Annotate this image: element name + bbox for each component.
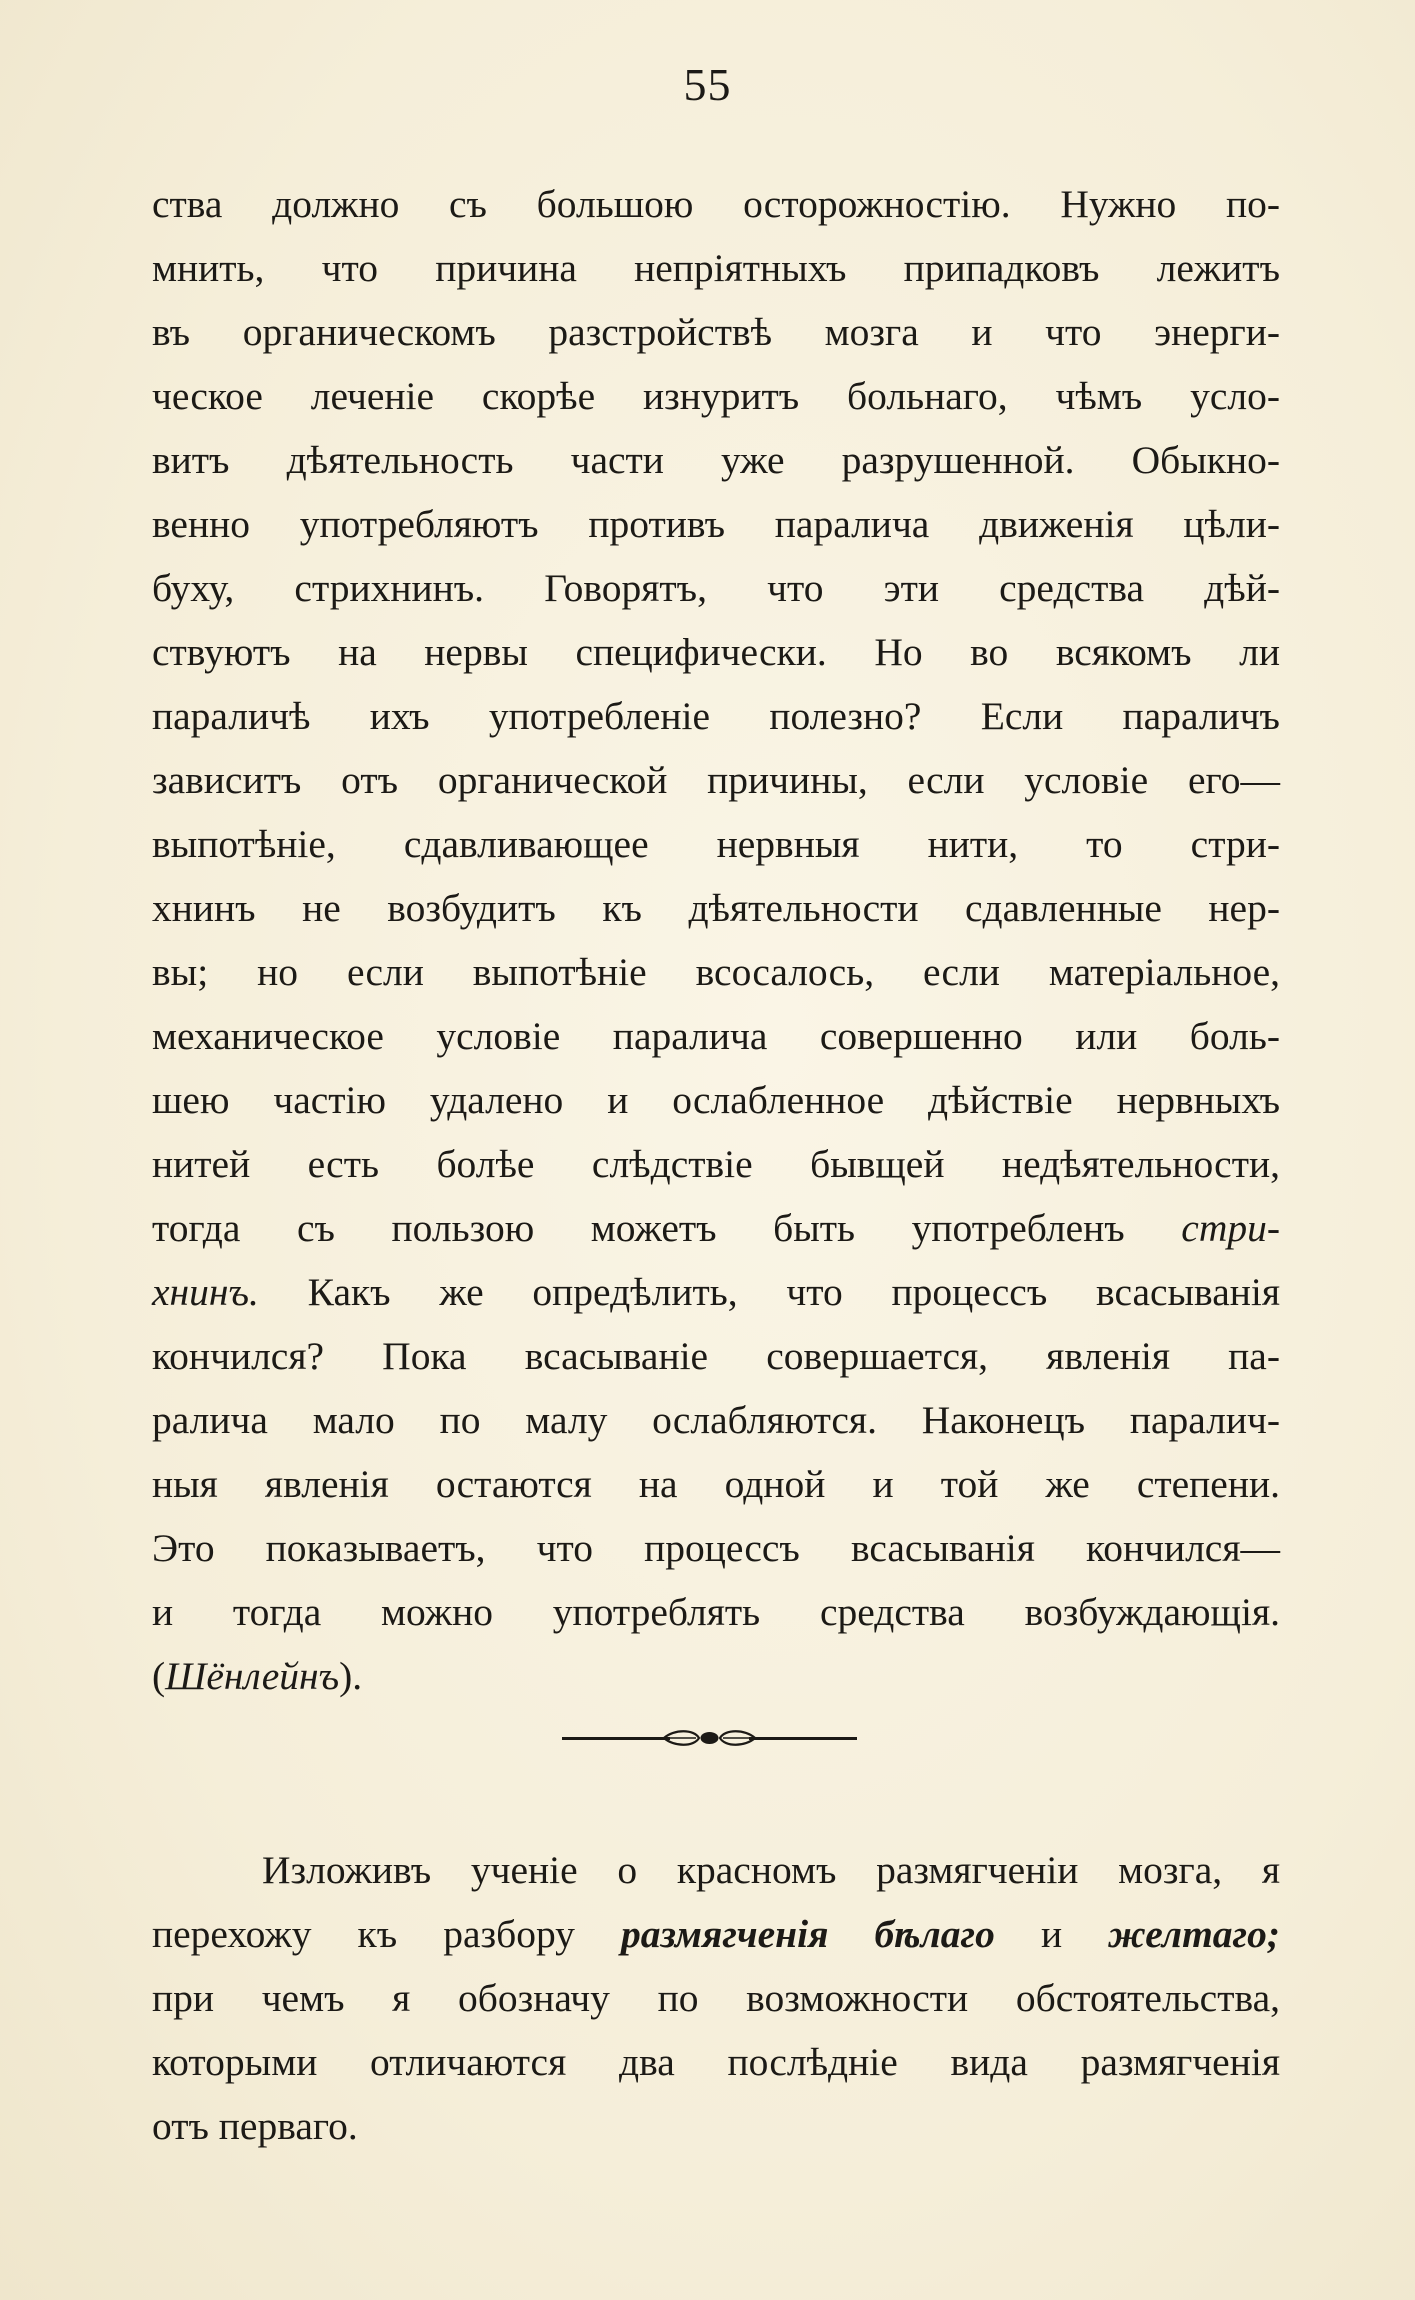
text-line: отъ перваго. <box>152 2104 358 2148</box>
paragraph-2 <box>152 1838 1280 2158</box>
text-line: въ органическомъ разстройствѣ мозга и что энерги- <box>152 310 1280 354</box>
italic-term: хнинъ. <box>152 1270 259 1314</box>
text-line: выпотѣніе, сдавливающее нервныя нити, то стри- <box>152 822 1280 866</box>
text-line: параличѣ ихъ употребленіе полезно? Если параличъ <box>152 694 1280 738</box>
text-line: кончился? Пока всасываніе совершается, явленія па- <box>152 1334 1280 1378</box>
paragraph-1 <box>152 172 1280 1708</box>
text-line: ствуютъ на нервы специфически. Но во всякомъ ли <box>152 630 1280 674</box>
text-line: ческое леченіе скорѣе изнуритъ больнаго, чѣмъ усло- <box>152 374 1280 418</box>
italic-term: размягченія бѣлаго <box>620 1912 995 1956</box>
text-line: буху, стрихнинъ. Говорятъ, что эти средства дѣй- <box>152 566 1280 610</box>
text-line: венно употребляютъ противъ паралича движенія цѣли- <box>152 502 1280 546</box>
text-line: Изложивъ ученіе о красномъ размягченіи мозга, я <box>262 1848 1280 1892</box>
text-line: и тогда можно употреблять средства возбуждающія. <box>152 1590 1280 1634</box>
text-segment: Какъ же опредѣлить, что процессъ всасыванія <box>307 1270 1281 1314</box>
text-line: ралича мало по малу ослабляются. Наконецъ паралич- <box>152 1398 1280 1442</box>
italic-term: стри- <box>1181 1206 1281 1250</box>
text-line <box>152 1196 1280 1260</box>
text-segment: ). <box>339 1654 363 1698</box>
section-divider-ornament <box>562 1727 857 1749</box>
text-line: Это показываетъ, что процессъ всасыванія кончился— <box>152 1526 1280 1570</box>
text-line <box>152 1902 1280 1966</box>
text-line <box>152 1644 1280 1708</box>
text-line: ныя явленія остаются на одной и той же степени. <box>152 1462 1280 1506</box>
text-line: мнить, что причина непріятныхъ припадковъ лежитъ <box>152 246 1280 290</box>
text-segment: ( <box>152 1654 166 1698</box>
text-line: шею частію удалено и ослабленное дѣйствіе нервныхъ <box>152 1078 1280 1122</box>
text-line: при чемъ я обозначу по возможности обстоятельства, <box>152 1976 1280 2020</box>
text-segment: тогда съ пользою можетъ быть употребленъ <box>152 1206 1125 1250</box>
text-line: зависитъ отъ органической причины, если условіе его— <box>152 758 1280 802</box>
text-segment: и <box>1040 1912 1063 1956</box>
italic-term: желтаго; <box>1108 1912 1281 1956</box>
text-line: механическое условіе паралича совершенно или боль- <box>152 1014 1280 1058</box>
author-citation: Шёнлейнъ <box>165 1654 340 1698</box>
text-line: вы; но если выпотѣніе всосалось, если матеріальное, <box>152 950 1280 994</box>
text-line <box>152 1260 1280 1324</box>
text-line: ства должно съ большою осторожностію. Нужно по- <box>152 182 1280 226</box>
text-segment: перехожу къ разбору <box>152 1912 575 1956</box>
text-line: нитей есть болѣе слѣдствіе бывщей недѣятельности, <box>152 1142 1280 1186</box>
text-line: витъ дѣятельность части уже разрушенной. Обыкно- <box>152 438 1280 482</box>
text-line: которыми отличаются два послѣдніе вида размягченія <box>152 2040 1280 2084</box>
text-line: хнинъ не возбудитъ къ дѣятельности сдавленные нер- <box>152 886 1280 930</box>
page-number: 55 <box>683 59 732 110</box>
